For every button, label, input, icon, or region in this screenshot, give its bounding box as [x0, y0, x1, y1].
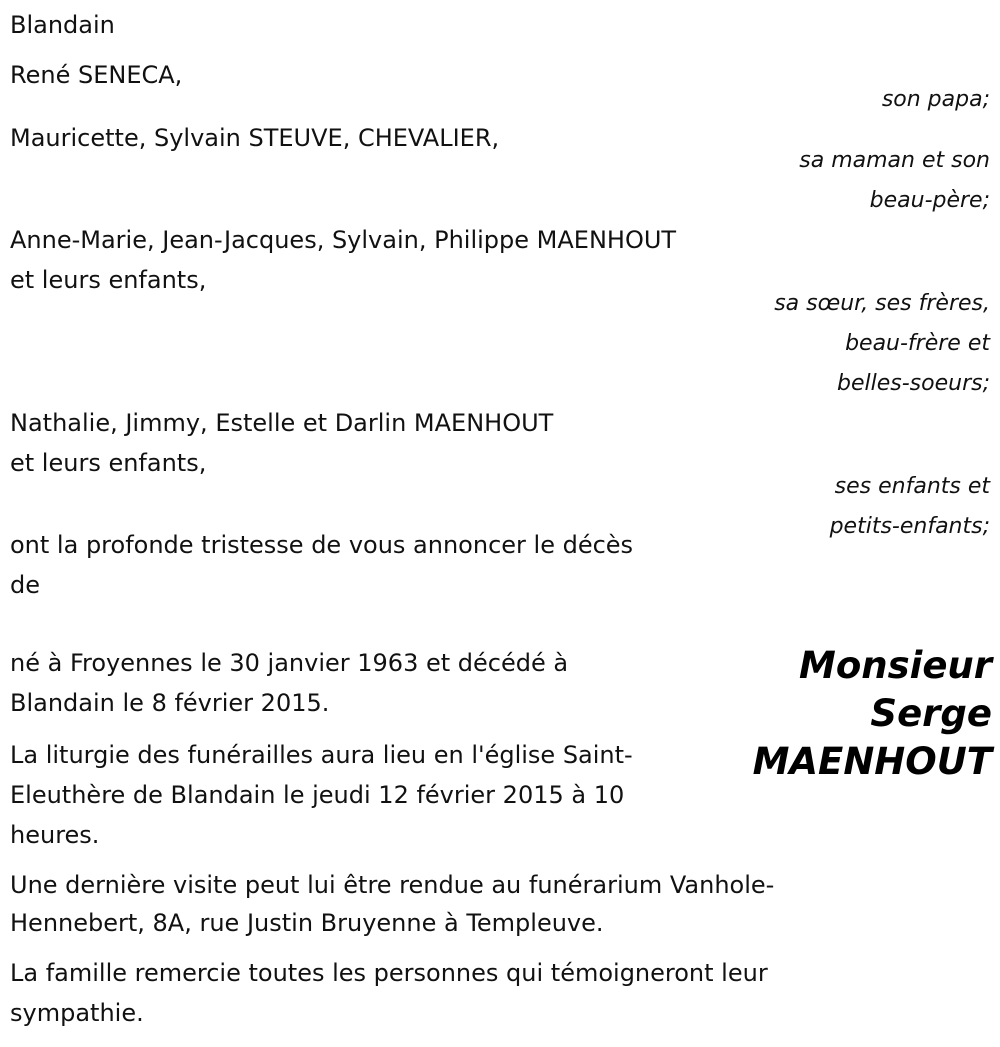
relation-siblings-line-3: belles-soeurs; [837, 371, 990, 396]
family-member-father: René SENECA, [10, 61, 183, 89]
deceased-title: Monsieur [799, 644, 992, 687]
relation-father: son papa; [881, 87, 990, 112]
announcement-line-2: de [10, 571, 40, 599]
funeral-line-2: Eleuthère de Blandain le jeudi 12 février 2015 à 10 [10, 781, 625, 809]
relation-mother-line-1: sa maman et son [799, 148, 990, 173]
location-heading: Blandain [10, 11, 115, 39]
family-member-siblings-line-2: et leurs enfants, [10, 266, 207, 294]
relation-siblings-line-1: sa sœur, ses frères, [774, 291, 990, 316]
birth-death-line-2: Blandain le 8 février 2015. [10, 689, 330, 717]
visit-line-1: Une dernière visite peut lui être rendue au funérarium Vanhole- [10, 871, 775, 899]
thanks-line-2: sympathie. [10, 999, 144, 1027]
family-member-mother: Mauricette, Sylvain STEUVE, CHEVALIER, [10, 124, 500, 152]
family-member-children-line-1: Nathalie, Jimmy, Estelle et Darlin MAENHOUT [10, 409, 554, 437]
thanks-line-1: La famille remercie toutes les personnes qui témoigneront leur [10, 959, 768, 987]
relation-siblings-line-2: beau-frère et [845, 331, 990, 356]
funeral-line-3: heures. [10, 821, 100, 849]
relation-mother-line-2: beau-père; [869, 188, 990, 213]
birth-death-line-1: né à Froyennes le 30 janvier 1963 et décédé à [10, 649, 569, 677]
deceased-last-name: MAENHOUT [752, 740, 992, 783]
relation-children-line-1: ses enfants et [834, 474, 990, 499]
relation-children-line-2: petits-enfants; [829, 514, 990, 539]
funeral-line-1: La liturgie des funérailles aura lieu en l'église Saint- [10, 741, 633, 769]
family-member-children-line-2: et leurs enfants, [10, 449, 207, 477]
family-member-siblings-line-1: Anne-Marie, Jean-Jacques, Sylvain, Philippe MAENHOUT [10, 226, 677, 254]
announcement-line-1: ont la profonde tristesse de vous annoncer le décès [10, 531, 634, 559]
deceased-first-name: Serge [870, 692, 992, 735]
deceased-name [753, 642, 992, 786]
visit-line-2: Hennebert, 8A, rue Justin Bruyenne à Templeuve. [10, 909, 604, 937]
